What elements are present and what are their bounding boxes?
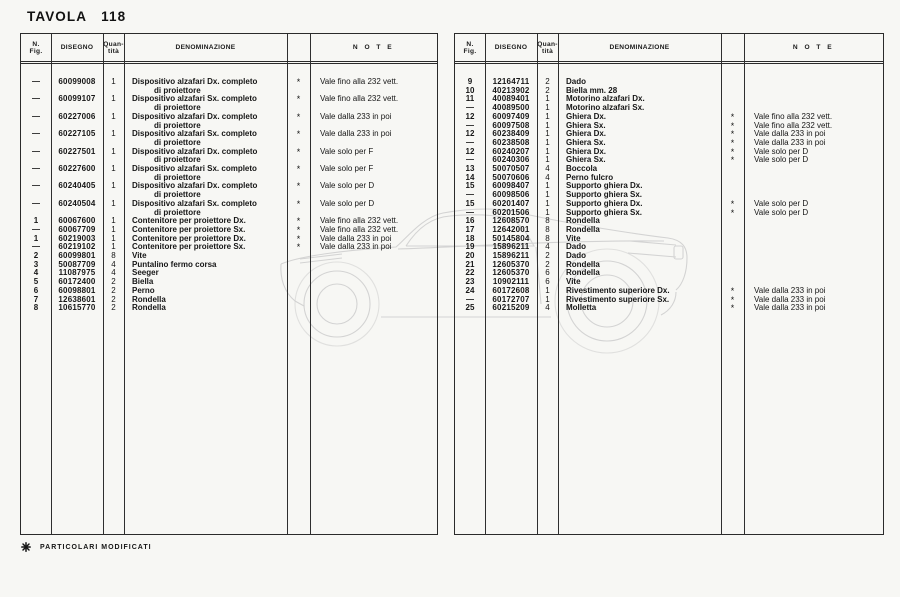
note-cell: Vale dalla 233 in poi [754,303,826,313]
quantity-cell: 1 [545,181,550,191]
disegno-cell: 40089500 [492,103,530,113]
fig-cell: 1 [33,233,39,243]
denominazione-line1: Supporto ghiera Sx. [566,190,643,200]
disegno-cell: 50070606 [492,172,530,182]
fig-cell: — [466,155,474,165]
denominazione-line1: Contenitore per proiettore Dx. [132,216,246,226]
fig-cell: — [466,190,474,200]
note-cell: Vale solo per D [754,198,809,208]
fig-cell: 12 [465,129,475,139]
fig-cell: 19 [465,242,475,252]
fig-cell: 15 [465,198,475,208]
modified-star-cell: * [296,216,301,227]
quantity-cell: 1 [111,164,116,174]
disegno-cell: 60215209 [492,303,530,313]
quantity-cell: 2 [545,259,550,269]
disegno-cell: 12605370 [492,268,530,278]
denominazione-line1: Perno fulcro [566,172,614,182]
denominazione-line1: Ghiera Sx. [566,120,606,130]
modified-star-cell: * [296,242,301,253]
table-row [455,304,883,313]
modified-star-cell: * [296,181,301,192]
disegno-cell: 60067709 [58,224,96,234]
fig-cell: — [32,94,40,104]
note-cell: Vale fino alla 232 vett. [320,216,399,226]
table-row [21,78,437,95]
quantity-cell: 2 [111,285,116,295]
disegno-cell: 60097508 [492,120,530,130]
denominazione-line1: Dispositivo alzafari Sx. completo [132,164,257,174]
fig-cell: — [32,181,40,191]
denominazione-line1: Dispositivo alzafari Dx. completo [132,77,258,86]
column-header-fig: N. Fig. [29,40,43,55]
denominazione-line1: Dispositivo alzafari Dx. completo [132,111,258,121]
disegno-cell: 15896211 [492,242,530,252]
denominazione-cell [124,130,287,147]
table-row [21,182,437,199]
fig-cell: 4 [33,268,39,278]
disegno-cell: 60240504 [58,198,96,208]
denominazione-line1: Dado [566,251,586,261]
fig-cell: 6 [33,285,39,295]
quantity-cell: 2 [111,303,116,313]
quantity-cell: 1 [545,155,550,165]
denominazione-cell [558,269,721,278]
denominazione-line1: Dado [566,242,586,252]
quantity-cell: 4 [111,268,116,278]
denominazione-line1: Biella mm. 28 [566,85,618,95]
fig-cell: 7 [33,294,39,304]
disegno-cell: 60099801 [58,251,96,261]
quantity-cell: 4 [545,303,550,313]
quantity-cell: 1 [545,111,550,121]
denominazione-line1: Supporto ghiera Dx. [566,181,643,191]
modified-star-cell: * [296,94,301,105]
quantity-cell: 1 [545,94,550,104]
column-header-note: N O T E [352,44,395,51]
table-row [21,165,437,182]
disegno-cell: 60098506 [492,190,530,200]
denominazione-line1: Puntalino fermo corsa [132,259,217,269]
denominazione-line1: Rondella [566,268,600,278]
disegno-cell: 60201506 [492,207,530,217]
column-header-star [721,34,744,61]
denominazione-line1: Biella [132,277,154,287]
note-cell: Vale dalla 233 in poi [320,129,392,139]
parts-table-left [20,33,438,535]
disegno-cell: 12164711 [492,77,530,86]
note-cell: Vale dalla 233 in poi [754,294,826,304]
note-cell: Vale dalla 233 in poi [754,285,826,295]
denominazione-line1: Dispositivo alzafari Sx. completo [132,198,257,208]
disegno-cell: 15896211 [492,251,530,261]
modified-star-cell: * [730,155,735,166]
modified-star-cell: * [296,224,301,235]
table-rows-left [21,78,437,313]
disegno-cell: 12642001 [492,224,530,234]
quantity-cell: 8 [111,251,116,261]
disegno-cell: 10902111 [492,277,530,287]
footnote-label: PARTICOLARI MODIFICATI [40,543,152,551]
column-header-fig: N. Fig. [463,40,477,55]
denominazione-line1: Rondella [566,259,600,269]
quantity-cell: 1 [545,190,550,200]
disegno-cell: 60172707 [492,294,530,304]
disegno-cell: 40089401 [492,94,530,104]
denominazione-line1: Dispositivo alzafari Dx. completo [132,146,258,156]
disegno-cell: 60240306 [492,155,530,165]
quantity-cell: 2 [545,251,550,261]
quantity-cell: 4 [545,242,550,252]
quantity-cell: 6 [545,277,550,287]
fig-cell: — [466,137,474,147]
quantity-cell: 8 [545,224,550,234]
quantity-cell: 8 [545,233,550,243]
denominazione-line1: Ghiera Dx. [566,146,607,156]
disegno-cell: 60219003 [58,233,96,243]
denominazione-line1: Ghiera Sx. [566,155,606,165]
denominazione-line1: Contenitore per proiettore Dx. [132,233,246,243]
denominazione-cell [124,113,287,130]
fig-cell: 3 [33,259,39,269]
denominazione-line2: di proiettore [154,120,201,130]
denominazione-line1: Rondella [566,216,600,226]
modified-star-cell: * [296,77,301,87]
table-row [21,304,437,313]
denominazione-cell [124,78,287,95]
column-header-denominazione: DENOMINAZIONE [609,44,670,51]
denominazione-line2: di proiettore [154,103,201,113]
denominazione-line1: Seeger [132,268,159,278]
note-cell: Vale solo per F [320,164,374,174]
denominazione-line1: Contenitore per proiettore Sx. [132,242,246,252]
denominazione-line1: Ghiera Dx. [566,111,607,121]
quantity-cell: 1 [111,146,116,156]
quantity-cell: 1 [111,224,116,234]
disegno-cell: 60227006 [58,111,96,121]
quantity-cell: 1 [111,111,116,121]
quantity-cell: 1 [111,77,116,86]
note-cell: Vale solo per D [754,155,809,165]
denominazione-line1: Boccola [566,164,598,174]
fig-cell: 17 [465,224,475,234]
modified-star-cell: * [730,137,735,148]
disegno-cell: 50145804 [492,233,530,243]
quantity-cell: 4 [111,259,116,269]
parts-table-right [454,33,884,535]
denominazione-cell [558,226,721,235]
fig-cell: 1 [33,216,39,226]
note-cell: Vale dalla 233 in poi [320,242,392,252]
table-header [21,34,437,64]
denominazione-cell [124,95,287,112]
denominazione-line1: Rondella [132,303,166,313]
disegno-cell: 60172400 [58,277,96,287]
disegno-cell: 60238409 [492,129,530,139]
column-header-quantita: Quan- tità [103,40,124,55]
page-title-word: TAVOLA [27,9,88,24]
denominazione-line1: Vite [566,233,581,243]
table-header [455,34,883,64]
note-cell: Vale fino alla 232 vett. [754,111,833,121]
fig-cell: 10 [465,85,475,95]
disegno-cell: 11087975 [58,268,96,278]
note-cell: Vale dalla 233 in poi [754,137,826,147]
disegno-cell: 12605370 [492,259,530,269]
fig-cell: — [32,224,40,234]
denominazione-line2: di proiettore [154,207,201,217]
fig-cell: 2 [33,251,39,261]
fig-cell: 20 [465,251,475,261]
modified-star-cell: * [730,285,735,296]
denominazione-line1: Vite [132,251,147,261]
denominazione-line1: Motorino alzafari Sx. [566,103,645,113]
fig-cell: 25 [465,303,475,313]
disegno-cell: 50070507 [492,164,530,174]
denominazione-line1: Rivestimento superiore Dx. [566,285,670,295]
column-header-note: N O T E [792,44,835,51]
disegno-cell: 12638601 [58,294,96,304]
disegno-cell: 50087709 [58,259,96,269]
denominazione-cell [124,165,287,182]
disegno-cell: 60219102 [58,242,96,252]
denominazione-cell [124,243,287,252]
table-row [21,95,437,112]
quantity-cell: 6 [545,268,550,278]
quantity-cell: 1 [545,137,550,147]
modified-star-cell: * [730,198,735,209]
disegno-cell: 60227501 [58,146,96,156]
note-cell: Vale dalla 233 in poi [320,111,392,121]
disegno-cell: 60172608 [492,285,530,295]
quantity-cell: 1 [111,198,116,208]
modified-star-cell: * [296,111,301,122]
disegno-cell: 12608570 [492,216,530,226]
denominazione-line1: Ghiera Sx. [566,137,606,147]
modified-star-cell: * [296,129,301,140]
modified-star-cell: * [730,129,735,140]
denominazione-line1: Molletta [566,303,597,313]
fig-cell: — [466,294,474,304]
note-cell: Vale fino alla 232 vett. [320,77,399,86]
table-row [21,200,437,217]
disegno-cell: 60227600 [58,164,96,174]
modified-asterisk-icon [21,542,31,552]
column-header-disegno: DISEGNO [60,44,94,51]
fig-cell: 14 [465,172,475,182]
disegno-cell: 60098801 [58,285,96,295]
denominazione-line1: Supporto ghiera Dx. [566,198,643,208]
denominazione-cell [124,304,287,313]
disegno-cell: 60097409 [492,111,530,121]
fig-cell: 8 [33,303,39,313]
fig-cell: — [466,120,474,130]
quantity-cell: 1 [545,146,550,156]
quantity-cell: 1 [111,181,116,191]
denominazione-line1: Dado [566,77,586,86]
modified-star-cell: * [730,294,735,305]
fig-cell: — [32,111,40,121]
denominazione-cell [558,304,721,313]
denominazione-line1: Rondella [566,224,600,234]
disegno-cell: 60099107 [58,94,96,104]
column-header-disegno: DISEGNO [494,44,528,51]
note-cell: Vale solo per D [320,198,375,208]
disegno-cell: 10615770 [58,303,96,313]
quantity-cell: 4 [545,164,550,174]
disegno-cell: 60201407 [492,198,530,208]
table-row [21,148,437,165]
fig-cell: 21 [465,259,475,269]
modified-star-cell: * [730,120,735,131]
modified-star-cell: * [730,146,735,157]
fig-cell: — [466,207,474,217]
fig-cell: 24 [465,285,475,295]
note-cell: Vale solo per D [754,207,809,217]
modified-star-cell: * [296,198,301,209]
denominazione-line1: Dispositivo alzafari Sx. completo [132,94,257,104]
denominazione-line1: Ghiera Dx. [566,129,607,139]
quantity-cell: 1 [545,198,550,208]
denominazione-line1: Vite [566,277,581,287]
denominazione-line1: Dispositivo alzafari Sx. completo [132,129,257,139]
fig-cell: 5 [33,277,39,287]
denominazione-line1: Supporto ghiera Sx. [566,207,643,217]
fig-cell: 18 [465,233,475,243]
quantity-cell: 2 [111,294,116,304]
quantity-cell: 8 [545,216,550,226]
denominazione-cell [124,182,287,199]
denominazione-line1: Perno [132,285,155,295]
disegno-cell: 60240405 [58,181,96,191]
note-cell: Vale solo per F [320,146,374,156]
denominazione-line1: Contenitore per proiettore Sx. [132,224,246,234]
note-cell: Vale dalla 233 in poi [320,233,392,243]
fig-cell: 12 [465,146,475,156]
footnote [21,542,152,552]
denominazione-line1: Dispositivo alzafari Dx. completo [132,181,258,191]
disegno-cell: 60240207 [492,146,530,156]
note-cell: Vale solo per D [754,146,809,156]
quantity-cell: 1 [111,129,116,139]
disegno-cell: 40213902 [492,85,530,95]
quantity-cell: 2 [111,277,116,287]
table-row [21,130,437,147]
quantity-cell: 1 [545,120,550,130]
column-header-denominazione: DENOMINAZIONE [175,44,236,51]
modified-star-cell: * [296,233,301,244]
denominazione-line1: Rivestimento superiore Sx. [566,294,670,304]
note-cell: Vale fino alla 232 vett. [320,94,399,104]
quantity-cell: 2 [545,77,550,86]
fig-cell: 9 [467,77,473,86]
denominazione-cell [124,148,287,165]
table-rows-right [455,78,883,313]
denominazione-line2: di proiettore [154,190,201,200]
quantity-cell: 4 [545,172,550,182]
note-cell: Vale fino alla 232 vett. [754,120,833,130]
quantity-cell: 1 [111,216,116,226]
denominazione-line2: di proiettore [154,137,201,147]
fig-cell: 13 [465,164,475,174]
column-header-quantita: Quan- tità [537,40,558,55]
denominazione-line2: di proiettore [154,172,201,182]
modified-star-cell: * [296,164,301,175]
modified-star-cell: * [296,146,301,157]
page-title-number: 118 [101,9,127,24]
fig-cell: 15 [465,181,475,191]
table-row [21,113,437,130]
denominazione-line1: Motorino alzafari Dx. [566,94,645,104]
disegno-cell: 60227105 [58,129,96,139]
denominazione-cell [124,200,287,217]
note-cell: Vale dalla 233 in poi [754,129,826,139]
quantity-cell: 1 [111,242,116,252]
denominazione-line2: di proiettore [154,85,201,95]
quantity-cell: 1 [111,94,116,104]
quantity-cell: 1 [545,207,550,217]
fig-cell: — [32,146,40,156]
quantity-cell: 1 [545,103,550,113]
quantity-cell: 1 [111,233,116,243]
quantity-cell: 1 [545,294,550,304]
modified-star-cell: * [730,111,735,122]
fig-cell: 16 [465,216,475,226]
fig-cell: — [32,129,40,139]
fig-cell: — [32,164,40,174]
fig-cell: — [32,198,40,208]
quantity-cell: 1 [545,129,550,139]
fig-cell: 23 [465,277,475,287]
denominazione-line2: di proiettore [154,155,201,165]
disegno-cell: 60238508 [492,137,530,147]
column-header-star [287,34,310,61]
note-cell: Vale solo per D [320,181,375,191]
note-cell: Vale fino alla 232 vett. [320,224,399,234]
quantity-cell: 2 [545,85,550,95]
disegno-cell: 60098407 [492,181,530,191]
fig-cell: 22 [465,268,475,278]
fig-cell: 11 [465,94,475,104]
quantity-cell: 1 [545,285,550,295]
modified-star-cell: * [730,207,735,218]
fig-cell: — [32,242,40,252]
modified-star-cell: * [730,303,735,314]
fig-cell: 12 [465,111,475,121]
denominazione-line1: Rondella [132,294,166,304]
fig-cell: — [32,77,40,86]
disegno-cell: 60099008 [58,77,96,86]
disegno-cell: 60067600 [58,216,96,226]
fig-cell: — [466,103,474,113]
